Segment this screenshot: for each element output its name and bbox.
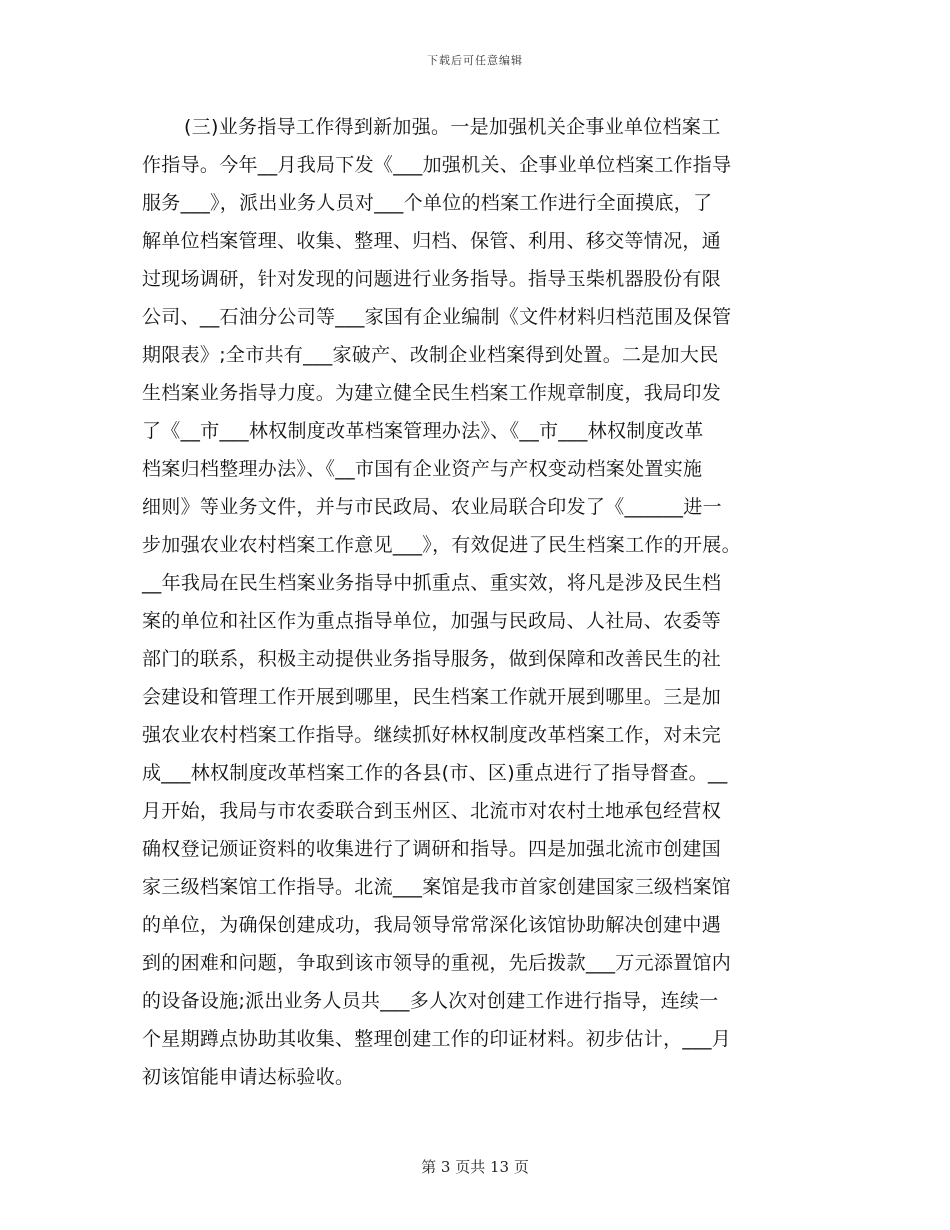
- paragraph-line: 月开始，我局与市农委联合到玉州区、北流市对农村土地承包经营权: [142, 800, 722, 822]
- page-number: 第 3 页共 13 页: [421, 1158, 529, 1176]
- paragraph-line: 部门的联系，积极主动提供业务指导服务，做到保障和改善民生的社: [142, 648, 722, 670]
- paragraph-line: 服务___》，派出业务人员对___个单位的档案工作进行全面摸底，了: [142, 192, 713, 214]
- paragraph-line: 会建设和管理工作开展到哪里，民生档案工作就开展到哪里。三是加: [142, 686, 722, 708]
- paragraph-line: 步加强农业农村档案工作意见___》，有效促进了民生档案工作的开展。: [142, 534, 741, 556]
- paragraph-line: 期限表》;全市共有___家破产、改制企业档案得到处置。二是加大民: [142, 344, 719, 366]
- paragraph-line: 过现场调研，针对发现的问题进行业务指导。指导玉柴机器股份有限: [142, 268, 722, 290]
- paragraph-line: 的设备设施;派出业务人员共___多人次对创建工作进行指导，连续一: [142, 990, 719, 1012]
- paragraph-line: (三)业务指导工作得到新加强。一是加强机关企事业单位档案工: [184, 116, 721, 138]
- paragraph-line: 案的单位和社区作为重点指导单位，加强与民政局、人社局、农委等: [142, 610, 722, 632]
- paragraph-line: 细则》等业务文件，并与市民政局、农业局联合印发了《______进一: [142, 496, 722, 518]
- paragraph-line: 解单位档案管理、收集、整理、归档、保管、利用、移交等情况，通: [142, 230, 722, 252]
- paragraph-line: 的单位，为确保创建成功，我局领导常常深化该馆协助解决创建中遇: [142, 914, 722, 936]
- paragraph-line: __年我局在民生档案业务指导中抓重点、重实效，将凡是涉及民生档: [142, 572, 722, 594]
- paragraph-line: 生档案业务指导力度。为建立健全民生档案工作规章制度，我局印发: [142, 382, 722, 404]
- page-header: 下载后可任意编辑: [427, 54, 523, 67]
- paragraph-line: 成___林权制度改革档案工作的各县(市、区)重点进行了指导督查。__: [142, 762, 728, 784]
- paragraph-line: 到的困难和问题，争取到该市领导的重视，先后拨款___万元添置馆内: [142, 952, 732, 974]
- paragraph-line: 个星期蹲点协助其收集、整理创建工作的印证材料。初步估计，___月: [142, 1028, 732, 1050]
- paragraph-line: 确权登记颁证资料的收集进行了调研和指导。四是加强北流市创建国: [142, 838, 722, 860]
- paragraph-line: 了《__市___林权制度改革档案管理办法》、《__市___林权制度改革: [142, 420, 704, 442]
- document-body: [142, 108, 822, 1096]
- paragraph-line: 家三级档案馆工作指导。北流___案馆是我市首家创建国家三级档案馆: [142, 876, 732, 898]
- paragraph-line: 强农业农村档案工作指导。继续抓好林权制度改革档案工作，对未完: [142, 724, 722, 746]
- paragraph-line: 档案归档整理办法》、《__市国有企业资产与产权变动档案处置实施: [142, 458, 703, 480]
- paragraph-line: 初该馆能申请达标验收。: [142, 1066, 355, 1088]
- paragraph-line: 公司、__石油分公司等___家国有企业编制《文件材料归档范围及保管: [142, 306, 732, 328]
- paragraph-line: 作指导。今年__月我局下发《___加强机关、企事业单位档案工作指导: [142, 154, 732, 176]
